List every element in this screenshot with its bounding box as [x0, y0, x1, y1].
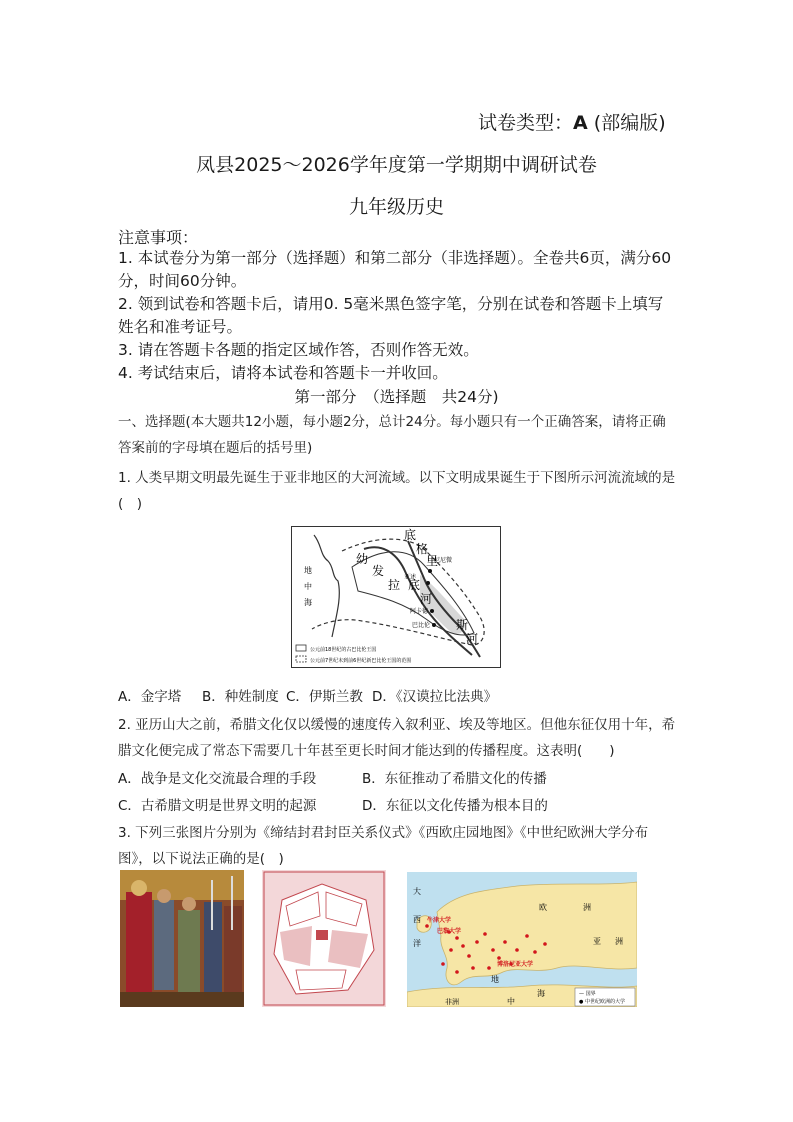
- map3-legend-border: — 国界: [579, 991, 596, 997]
- city-assyria: [426, 581, 430, 585]
- q1-option-b: B．种姓制度: [202, 689, 279, 705]
- universities-map-image: [407, 872, 637, 1007]
- map-label-tigris-5: 河: [466, 632, 479, 646]
- paper-edition: (部编版): [593, 112, 666, 134]
- q2-option-c: C．古希腊文明是世界文明的起源: [118, 798, 317, 814]
- part-title: 第一部分 （选择题 共24分): [294, 388, 499, 406]
- manor-field-3: [280, 926, 312, 966]
- map3-ocean-1: 大: [413, 887, 421, 896]
- exam-title: 凤县2025～2026学年度第一学期期中调研试卷: [196, 154, 597, 176]
- notice-item-3: 3. 请在答题卡各题的指定区域作答，否则作答无效。: [118, 341, 479, 359]
- map-label-tigris-1: 底: [404, 528, 417, 542]
- map-label-euphrates-3: 拉: [388, 578, 401, 592]
- map-label-euphrates-4: 底: [408, 578, 421, 592]
- map3-asia-2: 洲: [615, 937, 623, 946]
- figure-lord-head: [157, 889, 171, 903]
- city-akkad: [430, 609, 434, 613]
- map-label-sea-3: 海: [304, 598, 312, 607]
- map-label-tigris-3: 里: [426, 554, 439, 568]
- question-2-options-row-2: [118, 794, 548, 814]
- q2-option-b: B．东征推动了希腊文化的传播: [362, 771, 547, 787]
- city-nineveh: [428, 569, 432, 573]
- map3-legend-university: ● 中世纪欧洲的大学: [579, 999, 625, 1005]
- q1-option-c: C．伊斯兰教: [286, 689, 363, 705]
- manor-house: [316, 930, 328, 940]
- map3-sea-3: 海: [537, 989, 545, 998]
- notice-item-4: 4. 考试结束后，请将本试卷和答题卡一并收回。: [118, 364, 448, 382]
- map3-ocean-3: 洋: [413, 939, 421, 948]
- map3-asia-1: 亚: [593, 937, 601, 946]
- city-label-nineveh: 尼尼微: [434, 557, 453, 564]
- question-3-stem: 3. 下列三张图片分别为《缔结封君封臣关系仪式》《西欧庄园地图》《中世纪欧洲大学分布图》，以下说法正确的是( ): [118, 825, 649, 867]
- map3-sea-2: 中: [507, 997, 515, 1006]
- city-label-assyria: 亚述: [404, 574, 417, 581]
- figure-vassal: [178, 910, 200, 994]
- city-label-akkad: 阿卡德: [410, 608, 429, 615]
- map-label-tigris-2: 格: [416, 542, 429, 556]
- q1-option-d: D．《汉谟拉比法典》: [372, 689, 498, 705]
- map-label-sea-2: 中: [304, 582, 312, 591]
- notice-item-2: 2. 领到试卷和答题卡后，请用0. 5毫米黑色签字笔，分别在试卷和答题卡上填写姓名和准考证号。: [118, 295, 664, 336]
- figure-king-crown: [131, 880, 147, 896]
- city-babylon: [432, 623, 436, 627]
- question-2-stem: 2. 亚历山大之前，希腊文化仅以缓慢的速度传入叙利亚、埃及等地区。但他东征仅用十年，希腊文化便完成了常态下需要几十年甚至更长时间才能达到的传播程度。这表明( ): [118, 717, 676, 759]
- map-background: [292, 527, 500, 667]
- q1-option-a: A．金字塔: [118, 689, 182, 705]
- q2-option-a: A．战争是文化交流最合理的手段: [118, 771, 317, 787]
- figure-vassal-head: [182, 897, 196, 911]
- map-label-river: 河: [420, 592, 433, 606]
- map-label-sea-1: 地: [304, 566, 312, 575]
- legend-text-1: 公元前18世纪的古巴比伦王国: [310, 647, 377, 653]
- notice-title: 注意事项：: [118, 228, 199, 247]
- subject-title: 九年级历史: [348, 196, 444, 218]
- mesopotamia-map: [291, 526, 501, 668]
- label-paris: 巴黎大学: [437, 928, 462, 935]
- figure-king: [126, 892, 152, 992]
- q2-option-d: D．东征以文化传播为根本目的: [362, 798, 548, 814]
- part-instructions: 一、选择题(本大题共12小题，每小题2分，总计24分。每小题只有一个正确答案，请将正确答案前的字母填在题后的括号里): [118, 414, 666, 456]
- map3-africa: 非洲: [445, 998, 459, 1006]
- paper-type-value: A: [573, 112, 588, 134]
- legend-text-2: 公元前7世纪末到前6世纪新巴比伦王国的范围: [310, 658, 412, 664]
- paper-type-label: 试卷类型：: [478, 112, 574, 134]
- question-2-options-row-1: [118, 767, 547, 787]
- label-oxford: 牛津大学: [427, 917, 452, 924]
- map-label-tigris-4: 斯: [456, 618, 469, 632]
- manor-map-image: [262, 870, 386, 1007]
- painting-ground: [120, 992, 244, 1007]
- notice-item-1: 1. 本试卷分为第一部分（选择题）和第二部分（非选择题）。全卷共6页，满分60分，时间60分钟。: [118, 249, 672, 290]
- map3-sea-1: 地: [491, 975, 499, 984]
- figure-lord: [154, 900, 174, 990]
- map3-europe: 欧: [539, 903, 547, 912]
- question-1-stem: 1. 人类早期文明最先诞生于亚非地区的大河流域。以下文明成果诞生于下图所示河流流域的是( ): [118, 470, 676, 512]
- question-1-options: [118, 685, 497, 705]
- vassal-ceremony-image: [120, 870, 244, 1007]
- label-bologna: 博洛尼亚大学: [497, 961, 534, 968]
- city-label-babylon: 巴比伦: [412, 622, 431, 629]
- map3-ocean-2: 西: [413, 915, 421, 924]
- paper-type: [478, 108, 666, 135]
- map-label-euphrates-1: 幼: [356, 552, 369, 566]
- map-label-euphrates-2: 发: [372, 564, 385, 578]
- map3-continent: 洲: [583, 903, 591, 912]
